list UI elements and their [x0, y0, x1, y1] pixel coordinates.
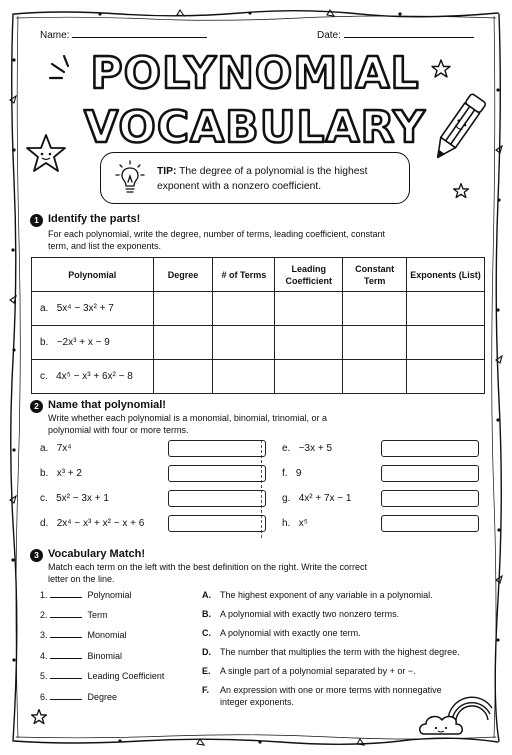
tip-body: The degree of a polynomial is the highest exponent with a nonzero coefficient. — [157, 166, 368, 192]
definition-text: The number that multiplies the term with the highest degree. — [220, 647, 460, 657]
name-line[interactable] — [72, 28, 207, 38]
col-header-degree: Degree — [153, 258, 213, 292]
pencil-icon — [428, 86, 490, 168]
star-icon-bottom — [30, 708, 48, 726]
date-field[interactable] — [317, 28, 474, 41]
tip-box — [100, 152, 410, 204]
item-letter: a. — [40, 443, 49, 454]
answer-box[interactable] — [381, 440, 479, 457]
match-term — [40, 669, 164, 683]
polynomial-cell — [32, 326, 154, 360]
item-expression: x³ + 2 — [56, 468, 82, 479]
answer-blank[interactable] — [50, 629, 82, 638]
row-expression: 4x⁵ − x³ + 6x² − 8 — [56, 371, 133, 382]
degree-cell[interactable] — [153, 326, 213, 360]
term-number: 6. — [40, 692, 48, 702]
match-term — [40, 690, 117, 704]
item-expression: −3x + 5 — [298, 443, 333, 454]
constant-term-cell[interactable] — [343, 292, 407, 326]
name-label: Name: — [40, 30, 70, 41]
exponents-cell[interactable] — [407, 360, 485, 394]
answer-box[interactable] — [168, 440, 266, 457]
row-letter: c. — [40, 371, 48, 382]
item-letter: f. — [282, 468, 288, 479]
match-term — [40, 628, 127, 642]
term-label: Binomial — [87, 651, 123, 661]
item-expression: 4x² + 7x − 1 — [298, 493, 352, 504]
tip-label: TIP: — [157, 166, 177, 177]
item-expression: 9 — [295, 468, 302, 479]
classify-item — [282, 490, 352, 508]
item-letter: c. — [40, 493, 48, 504]
col-header-terms: # of Terms — [213, 258, 275, 292]
classify-item — [40, 440, 72, 458]
row-letter: b. — [40, 337, 49, 348]
definition-text: A polynomial with exactly one term. — [220, 628, 361, 638]
table-row — [32, 326, 485, 360]
name-field[interactable] — [40, 28, 207, 41]
item-letter: h. — [282, 518, 291, 529]
answer-blank[interactable] — [50, 670, 82, 679]
definition-text: An expression with one or more terms with nonnegative integer exponents. — [220, 685, 442, 707]
col-header-exponents: Exponents (List) — [407, 258, 485, 292]
title-line-2: VOCABULARY — [84, 102, 426, 152]
rainbow-cloud-icon — [418, 690, 494, 738]
item-expression: 5x² − 3x + 1 — [56, 493, 109, 504]
classify-item — [282, 515, 308, 533]
tip-text — [157, 164, 407, 194]
answer-blank[interactable] — [50, 650, 82, 659]
section-3-title: Vocabulary Match! — [48, 548, 145, 560]
col-header-leading-coefficient: Leading Coefficient — [275, 258, 343, 292]
definition-text: A polynomial with exactly two nonzero terms. — [220, 609, 400, 619]
smiling-star-icon — [24, 132, 68, 174]
classify-item — [40, 465, 82, 483]
date-label: Date: — [317, 30, 341, 41]
item-expression: x⁵ — [298, 518, 308, 529]
section-2-title: Name that polynomial! — [48, 399, 166, 411]
answer-blank[interactable] — [50, 691, 82, 700]
exponents-cell[interactable] — [407, 326, 485, 360]
polynomial-cell — [32, 360, 154, 394]
answer-blank[interactable] — [50, 589, 82, 598]
date-line[interactable] — [344, 28, 474, 38]
lightbulb-icon — [115, 160, 145, 198]
section-1-title: Identify the parts! — [48, 213, 141, 225]
terms-cell[interactable] — [213, 360, 275, 394]
term-label: Leading Coefficient — [87, 671, 165, 681]
table-row — [32, 292, 485, 326]
degree-cell[interactable] — [153, 292, 213, 326]
table-row — [32, 360, 485, 394]
definition-letter: D. — [202, 647, 211, 657]
term-label: Term — [87, 610, 108, 620]
answer-box[interactable] — [381, 490, 479, 507]
answer-blank[interactable] — [50, 609, 82, 618]
star-icon — [430, 58, 452, 80]
definition-letter: E. — [202, 666, 211, 676]
term-number: 3. — [40, 630, 48, 640]
match-term — [40, 588, 132, 602]
constant-term-cell[interactable] — [343, 326, 407, 360]
classify-item — [40, 490, 109, 508]
item-expression: 2x⁴ − x³ + x² − x + 6 — [56, 518, 145, 529]
term-number: 4. — [40, 651, 48, 661]
match-term — [40, 608, 108, 622]
term-label: Monomial — [87, 630, 127, 640]
term-number: 1. — [40, 590, 48, 600]
section-1-badge: 1 — [30, 214, 43, 227]
constant-term-cell[interactable] — [343, 360, 407, 394]
exponents-cell[interactable] — [407, 292, 485, 326]
identify-parts-table — [31, 257, 485, 394]
row-letter: a. — [40, 303, 49, 314]
definition-letter: B. — [202, 609, 211, 619]
leading-coefficient-cell[interactable] — [275, 360, 343, 394]
definition-text: The highest exponent of any variable in a polynomial. — [220, 590, 433, 600]
polynomial-cell — [32, 292, 154, 326]
answer-box[interactable] — [168, 490, 266, 507]
answer-box[interactable] — [381, 465, 479, 482]
sparkle-lines-icon — [46, 52, 74, 82]
star-icon-small — [452, 182, 470, 200]
section-2-badge: 2 — [30, 400, 43, 413]
section-1-desc: For each polynomial, write the degree, number of terms, leading coefficient, constant term, and list the exponents. — [48, 229, 386, 251]
item-letter: b. — [40, 468, 49, 479]
term-number: 2. — [40, 610, 48, 620]
col-header-constant-term: Constant Term — [343, 258, 407, 292]
answer-box[interactable] — [168, 465, 266, 482]
match-term — [40, 649, 122, 663]
terms-cell[interactable] — [213, 326, 275, 360]
item-letter: g. — [282, 493, 291, 504]
degree-cell[interactable] — [153, 360, 213, 394]
item-letter: e. — [282, 443, 291, 454]
item-letter: d. — [40, 518, 49, 529]
answer-box[interactable] — [168, 515, 266, 532]
table-header-row — [32, 258, 485, 292]
classify-item — [282, 465, 301, 483]
term-label: Degree — [87, 692, 118, 702]
leading-coefficient-cell[interactable] — [275, 326, 343, 360]
row-expression: 5x⁴ − 3x² + 7 — [56, 303, 114, 314]
definition-letter: F. — [202, 685, 210, 695]
classify-item — [282, 440, 332, 458]
section-2-desc: Write whether each polynomial is a monomial, binomial, trinomial, or a polynomial with four or more terms. — [48, 413, 327, 435]
section-3-desc: Match each term on the left with the best definition on the right. Write the correct letter on the line. — [48, 562, 367, 584]
definition-letter: C. — [202, 628, 211, 638]
term-label: Polynomial — [87, 590, 132, 600]
page-title — [60, 44, 450, 152]
col-header-polynomial: Polynomial — [32, 258, 154, 292]
title-line-1: POLYNOMIAL — [90, 48, 420, 99]
answer-box[interactable] — [381, 515, 479, 532]
definition-letter: A. — [202, 590, 211, 600]
leading-coefficient-cell[interactable] — [275, 292, 343, 326]
definition-text: A single part of a polynomial separated by + or −. — [220, 666, 416, 676]
term-number: 5. — [40, 671, 48, 681]
terms-cell[interactable] — [213, 292, 275, 326]
section-3-badge: 3 — [30, 549, 43, 562]
classify-item — [40, 515, 144, 533]
item-expression: 7x⁴ — [56, 443, 72, 454]
row-expression: −2x³ + x − 9 — [56, 337, 110, 348]
